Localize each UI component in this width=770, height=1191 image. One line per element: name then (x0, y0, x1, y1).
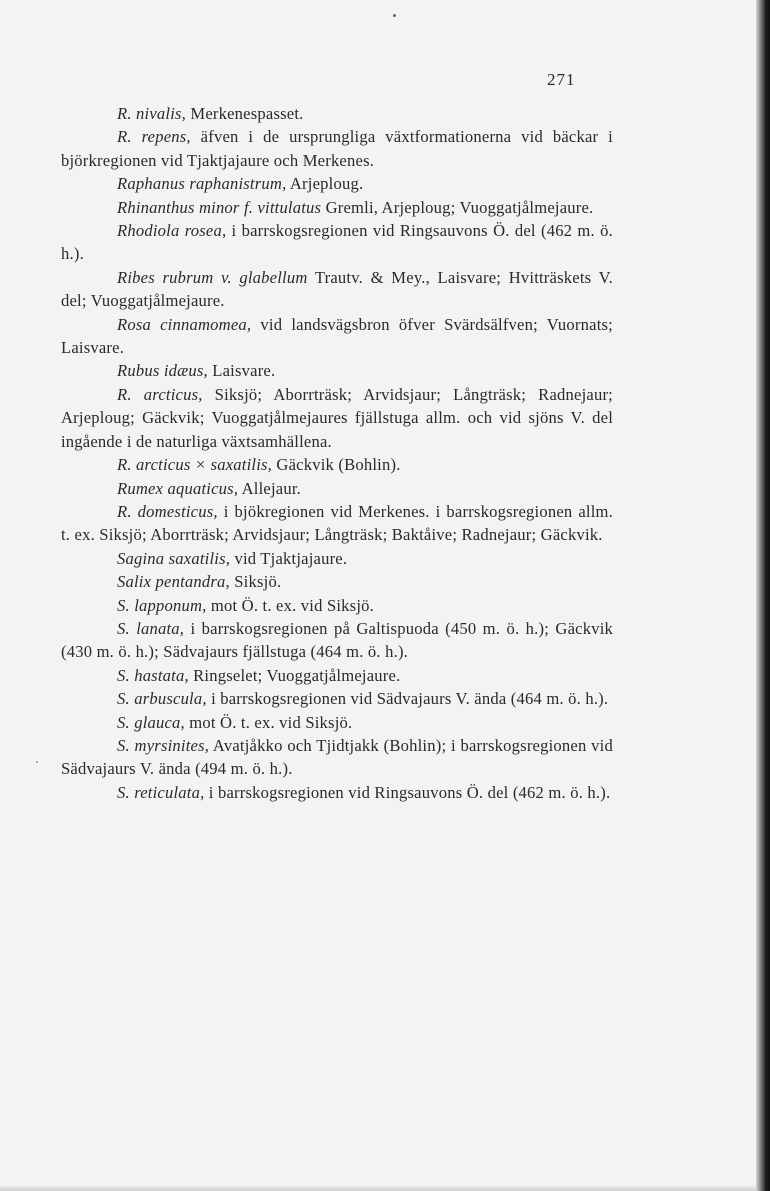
species-entry (61, 500, 613, 547)
species-locality: Merkenespasset. (186, 104, 304, 123)
species-locality: Siksjö; Aborrträsk; Arvidsjaur; Långträsk; Radnejaur; Arjeploug; Gäckvik; Vuoggatjålmejaures fjällstuga allm. och vid sjöns V. del ingående i de naturliga växtsamhällena. (61, 384, 613, 451)
species-name: S. myrsinites, (117, 735, 210, 755)
page-bottom-edge (0, 1185, 758, 1191)
species-entry (61, 687, 613, 710)
scan-speck (36, 761, 38, 763)
species-name: Rhodiola rosea, (117, 221, 227, 241)
species-entry (61, 734, 613, 781)
species-locality: i barrskogsregionen vid Ringsauvons Ö. del (462 m. ö. h.). (61, 221, 613, 264)
species-entry (61, 125, 613, 172)
species-entry (61, 313, 613, 360)
species-entry (61, 102, 613, 125)
species-name: R. domesticus, (117, 501, 218, 521)
species-entry (61, 477, 613, 500)
species-entry (61, 570, 613, 593)
species-name: S. glauca, (117, 712, 185, 732)
species-locality: Laisvare. (207, 361, 276, 381)
species-entry (61, 617, 613, 664)
species-locality: vid Tjaktjajaure. (230, 548, 348, 568)
species-entry (61, 453, 613, 476)
species-locality: i bjökregionen vid Merkenes. i barrskogsregionen allm. t. ex. Siksjö; Aborrträsk; Arvidsjaur; Långträsk; Baktåive; Radnejaur; Gäckvik. (61, 501, 614, 545)
species-locality: i barrskogsregionen vid Ringsauvons Ö. del (462 m. ö. h.). (204, 782, 611, 802)
scan-border (756, 0, 770, 1191)
species-locality: i barrskogsregionen vid Sädvajaurs V. ända (464 m. ö. h.). (206, 689, 609, 709)
species-locality: Gremli, Arjeploug; Vuoggatjålmejaure. (321, 197, 594, 217)
scan-speck (393, 14, 396, 17)
species-name: Rosa cinnamomea, (117, 314, 252, 334)
species-name: S. lapponum, (117, 595, 207, 615)
species-locality: Ringselet; Vuoggatjålmejaure. (188, 665, 401, 685)
species-entry (61, 664, 613, 687)
species-entry (61, 172, 613, 195)
species-entry (61, 711, 613, 734)
species-entry (61, 359, 613, 382)
species-locality: i barrskogsregionen på Galtispuoda (450 m. ö. h.); Gäckvik (430 m. ö. h.); Sädvajaurs fjällstuga (464 m. ö. h.). (61, 618, 613, 662)
page-number: 271 (547, 70, 576, 89)
species-name: Salix pentandra, (117, 572, 230, 592)
species-locality: mot Ö. t. ex. vid Siksjö. (206, 595, 374, 615)
species-name: Sagina saxatilis, (117, 548, 231, 568)
species-name: R. arcticus, (117, 384, 203, 404)
species-entry (61, 266, 613, 313)
species-entry (61, 547, 613, 570)
species-locality: Allejaur. (238, 478, 302, 498)
species-entry (61, 594, 613, 617)
species-name: R. repens, (117, 127, 191, 147)
species-name: Rhinanthus minor f. vittulatus (117, 197, 322, 217)
species-name: Raphanus raphanistrum, (117, 174, 287, 194)
species-name: Rubus idæus, (117, 361, 208, 381)
species-entry (61, 781, 613, 804)
species-locality: Arjeploug. (286, 174, 364, 194)
species-name: S. lanata, (117, 618, 185, 638)
species-name: R. arcticus × saxatilis, (117, 455, 273, 475)
species-name: S. reticulata, (117, 782, 205, 802)
species-entry (61, 383, 613, 453)
species-locality: mot Ö. t. ex. vid Siksjö. (184, 712, 353, 732)
species-locality: Avatjåkko och Tjidtjakk (Bohlin); i barrskogsregionen vid Sädvajaurs V. ända (494 m. ö. h.). (61, 735, 613, 779)
species-locality: Gäckvik (Bohlin). (272, 455, 401, 475)
species-name: Rumex aquaticus, (117, 478, 239, 498)
species-entry (61, 196, 613, 219)
species-list (61, 102, 613, 804)
species-name: S. hastata, (117, 665, 189, 685)
species-locality: vid landsvägsbron öfver Svärdsälfven; Vuornats; Laisvare. (61, 314, 613, 358)
species-locality: Trautv. & Mey., Laisvare; Hvitträskets V. del; Vuoggatjålmejaure. (61, 267, 613, 311)
species-locality: Siksjö. (229, 572, 282, 592)
species-name: Ribes rubrum v. glabellum (117, 267, 308, 287)
species-locality: äfven i de ursprungliga växtformationerna vid bäckar i björkregionen vid Tjaktjajaure och Merkenes. (61, 127, 613, 170)
species-name: S. arbuscula, (117, 689, 207, 709)
species-entry (61, 219, 613, 266)
species-name: R. nivalis, (117, 104, 187, 123)
